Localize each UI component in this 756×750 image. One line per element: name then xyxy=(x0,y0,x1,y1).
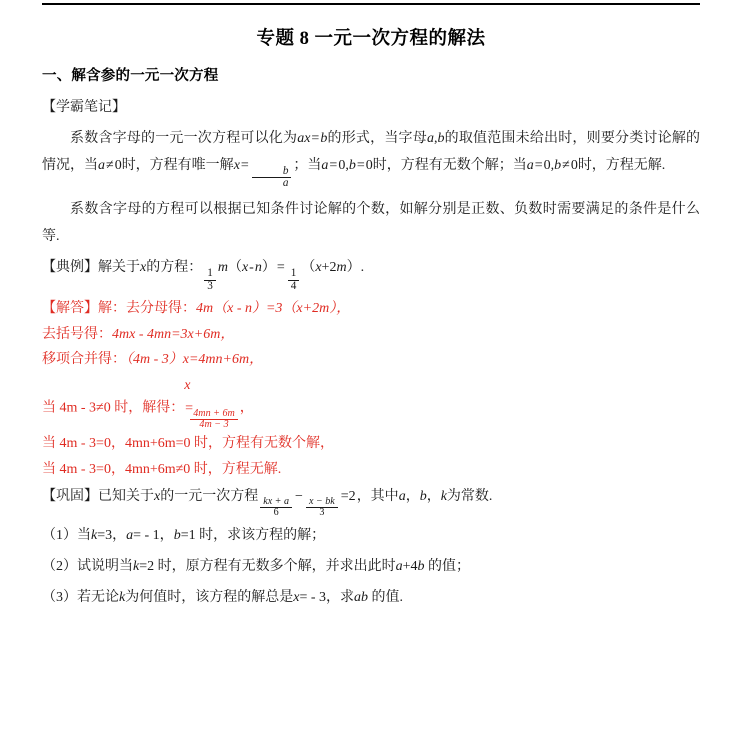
para1-zero2: 0, xyxy=(338,158,349,174)
fraction-numerator: 4mn + 6m xyxy=(190,409,238,420)
item-t4: =1 时，求该方程的解； xyxy=(180,528,326,544)
para1-b: b xyxy=(320,131,328,146)
fraction-numerator: x − bk xyxy=(306,497,338,508)
answer-line-3 xyxy=(42,349,700,372)
answer-prefix: 当 4m - 3≠0 时，解得： xyxy=(42,400,185,416)
item-v1: k xyxy=(119,589,126,605)
example-m2: m xyxy=(336,260,347,276)
fraction-kx-plus-a-over-6 xyxy=(260,497,292,519)
answer-math: 4mx - 4mn=3x+6m， xyxy=(112,326,235,342)
page-title: 专题 8 一元一次方程的解法 xyxy=(256,29,486,49)
item-v2: a xyxy=(126,528,134,544)
example-open1: （ xyxy=(227,260,242,276)
fraction-one-third xyxy=(204,268,216,292)
para1-b3: b xyxy=(348,158,356,174)
para1-zero3: 0 xyxy=(365,158,373,174)
example-x1: x xyxy=(241,260,249,276)
consolidate-b: b xyxy=(419,488,427,504)
para1-seg5: ；当 xyxy=(293,158,322,174)
consolidate-item-2 xyxy=(42,555,700,580)
para1-seg6: 时，方程有无数个解；当 xyxy=(372,158,527,174)
item-v3: b xyxy=(173,528,181,544)
consolidate-line xyxy=(42,485,700,519)
consolidate-var: x xyxy=(154,488,161,504)
example-close2: ）. xyxy=(346,260,365,276)
example-n: n xyxy=(254,260,262,276)
para1-zero5: 0 xyxy=(570,158,578,174)
consolidate-lead2: 的一元一次方程 xyxy=(160,488,259,504)
item-t2: =3， xyxy=(97,528,127,544)
answer-line-2 xyxy=(42,324,700,347)
consolidate-tail: ，其中 xyxy=(356,488,399,504)
fraction-denominator: 4 xyxy=(290,279,297,292)
consolidate-a: a xyxy=(398,488,406,504)
item-t3: +4 xyxy=(402,559,418,575)
para1-b2: b xyxy=(437,131,445,146)
answer-prefix: 解：去分母得： xyxy=(98,300,196,316)
item-t1: 试说明当 xyxy=(77,559,133,575)
example-lead2: 的方程： xyxy=(146,260,203,276)
item-t4: 的值； xyxy=(424,559,471,575)
para1-eq4: = xyxy=(356,158,365,174)
fraction-denominator: 3 xyxy=(207,279,213,292)
item-v2: a xyxy=(395,559,403,575)
para1-seg7: 时，方程无解. xyxy=(577,158,666,174)
answer-line-6 xyxy=(42,459,700,482)
item-v3: b xyxy=(417,559,425,575)
item-t3: = - 1， xyxy=(133,528,174,544)
item-t3: = - 3，求 xyxy=(299,589,354,605)
answer-math: x = xyxy=(184,378,194,416)
example-open2: （ xyxy=(301,260,316,276)
item-v1: k xyxy=(91,528,98,544)
para1-eq3: = xyxy=(329,158,338,174)
item-t1: 当 xyxy=(77,528,91,544)
answer-line-1 xyxy=(42,298,700,321)
para1-b4: b xyxy=(554,158,562,174)
example-label: 【典例】 xyxy=(42,260,98,276)
consolidate-item-3 xyxy=(42,586,700,611)
answer-line-4 xyxy=(42,375,700,430)
consolidate-minus: − xyxy=(295,488,303,504)
fraction-denominator: 6 xyxy=(273,506,279,518)
fraction-x-minus-bk-over-3 xyxy=(306,497,338,519)
fraction-denominator: 4m − 3 xyxy=(199,418,229,430)
para1-eq5: = xyxy=(534,158,543,174)
example-line xyxy=(42,256,700,292)
example-x2: x xyxy=(315,260,322,276)
example-close1: ） xyxy=(261,260,276,276)
fraction-numerator: 1 xyxy=(204,268,216,280)
example-var: x xyxy=(140,260,147,276)
answer-line-5 xyxy=(42,433,700,456)
fraction-solution-x xyxy=(190,409,238,431)
example-equals: = xyxy=(276,260,285,276)
para1-ax: ax xyxy=(297,131,311,146)
item-v3: ab xyxy=(354,589,368,605)
header-rule xyxy=(42,3,700,5)
para1-a2: a xyxy=(426,131,434,146)
item-v1: k xyxy=(133,559,140,575)
consolidate-comma2: ， xyxy=(426,488,441,504)
fraction-one-fourth xyxy=(288,268,300,292)
paragraph-definition xyxy=(42,125,700,190)
answer-prefix: 当 4m - 3=0，4mn+6m=0 时，方程有无数个解， xyxy=(42,436,335,452)
note-heading: 【学霸笔记】 xyxy=(42,100,126,115)
consolidate-comma1: ， xyxy=(405,488,420,504)
para1-eq1: = xyxy=(311,131,320,146)
para1-zero4: 0, xyxy=(543,158,555,174)
fraction-denominator: 3 xyxy=(319,506,325,518)
item-number: （2） xyxy=(42,559,77,575)
fraction-denominator: a xyxy=(282,177,289,190)
consolidate-label: 【巩固】 xyxy=(42,488,98,504)
answer-label: 【解答】 xyxy=(42,300,98,316)
fraction-numerator: 1 xyxy=(288,268,300,280)
answer-math: 4m（x - n）=3（x+2m）， xyxy=(196,300,351,316)
answer-frac-tail: ， xyxy=(239,400,254,416)
item-v2: x xyxy=(293,589,300,605)
answer-math: （4m - 3）x=4mn+6m， xyxy=(126,352,264,368)
example-m1: m xyxy=(217,260,228,276)
fraction-numerator: b xyxy=(252,166,292,178)
answer-prefix: 移项合并得： xyxy=(42,352,126,368)
para1-eq2: = xyxy=(240,158,249,174)
example-lead: 解关于 xyxy=(98,260,140,276)
para1-a5: a xyxy=(526,158,534,174)
item-t2: =2 时，原方程有无数多个解，并求出此时 xyxy=(139,559,396,575)
fraction-numerator: kx + a xyxy=(260,497,292,508)
para1-seg4: 时，方程有唯一解 xyxy=(121,158,234,174)
para1-comma: , xyxy=(433,131,438,146)
para1-a3: a xyxy=(98,158,105,174)
paragraph-discussion: 系数含字母的方程可以根据已知条件讨论解的个数，如解分别是正数、负数时需要满足的条件是什么等. xyxy=(42,201,700,245)
para1-neq: ≠ xyxy=(106,158,114,174)
consolidate-lead: 已知关于 xyxy=(98,488,154,504)
para1-x: x xyxy=(233,158,240,174)
consolidate-tail2: 为常数. xyxy=(446,488,493,504)
example-plus2m: +2 xyxy=(321,260,337,276)
para1-neq2: ≠ xyxy=(562,158,570,174)
item-number: （1） xyxy=(42,528,77,544)
item-number: （3） xyxy=(42,589,77,605)
item-t2: 为何值时，该方程的解总是 xyxy=(125,589,294,605)
section-heading: 一、解含参的一元一次方程 xyxy=(42,68,219,84)
item-t4: 的值. xyxy=(368,589,403,605)
consolidate-k: k xyxy=(440,488,447,504)
document-content xyxy=(42,16,700,617)
item-t1: 若无论 xyxy=(77,589,119,605)
example-minus: - xyxy=(249,260,254,276)
consolidate-item-1 xyxy=(42,524,700,549)
fraction-b-over-a xyxy=(252,166,292,190)
consolidate-equals: =2 xyxy=(340,488,356,504)
para1-seg2: 的形式，当字母 xyxy=(327,131,427,146)
para1-seg1: 系数含字母的一元一次方程可以化为 xyxy=(70,131,298,146)
para1-zero1: 0 xyxy=(114,158,122,174)
answer-prefix: 去括号得： xyxy=(42,326,112,342)
para1-a4: a xyxy=(321,158,329,174)
para1-seg3: 的取值范围未给出时，则要分类讨论解的情况，当 xyxy=(42,131,701,174)
answer-prefix: 当 4m - 3=0，4mn+6m≠0 时，方程无解. xyxy=(42,461,282,477)
